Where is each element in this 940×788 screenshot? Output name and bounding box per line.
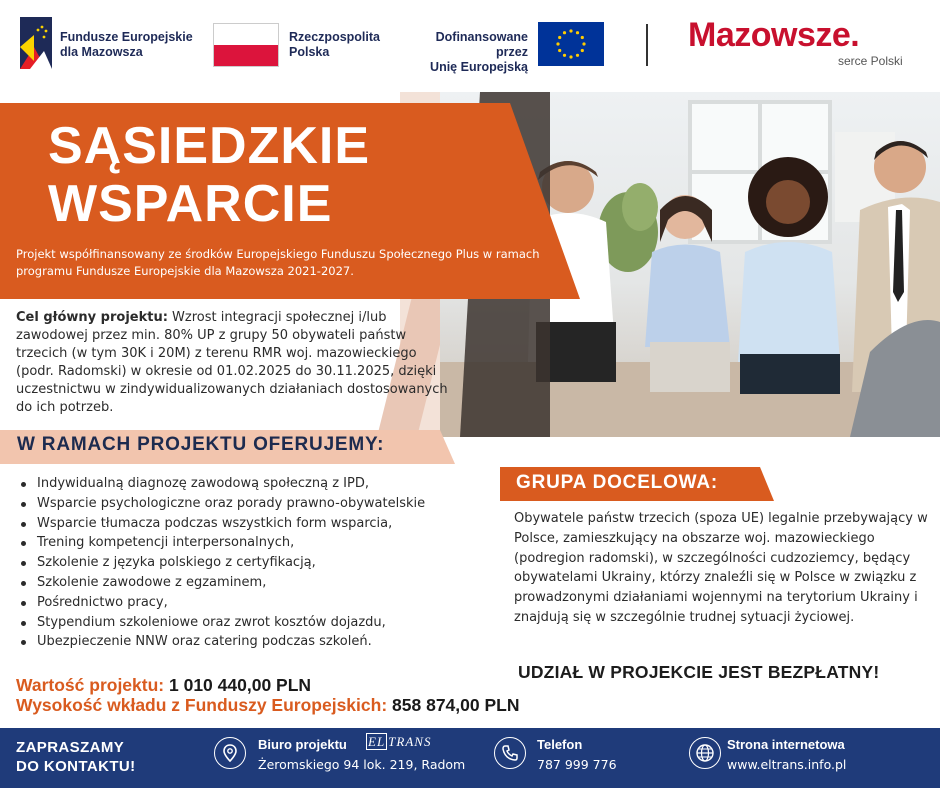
group-heading: GRUPA DOCELOWA:	[516, 472, 718, 493]
goal-label: Cel główny projektu:	[16, 310, 168, 325]
offer-item: Wsparcie tłumacza podczas wszystkich form wsparcia,	[20, 514, 500, 534]
banner-subtitle: Projekt współfinansowany ze środków Europejskiego Funduszu Społecznego Plus w ramach programu Fundusze Europejskie dla Mazowsza 2021-2027.	[16, 247, 540, 278]
rp-line1: Rzeczpospolita	[289, 30, 380, 44]
project-goal	[16, 309, 456, 417]
eltrans-logo-rest: TRANS	[388, 734, 432, 749]
poland-flag-icon	[213, 23, 279, 67]
globe-icon	[689, 737, 721, 769]
location-pin-icon	[214, 737, 246, 769]
group-description: Obywatele państw trzecich (spoza UE) legalnie przebywający w Polsce, zamieszkujący na obszarze woj. mazowieckiego (podregion radomski), w szczególności cudzoziemcy, będący obywatelami Ukrainy, którzy znaleźli się w Polsce w związku z prowadzonymi działaniami wojennymi na terytorium Ukrainy i znajdują się w szczególnie trudnej sytuacji życiowej.	[514, 511, 928, 625]
project-value-label: Wartość projektu:	[16, 675, 165, 695]
eltrans-logo-box: EL	[368, 734, 386, 749]
ue-line2: Unię Europejską	[430, 60, 528, 74]
eu-flag-icon	[538, 22, 604, 66]
cta-line-1: ZAPRASZAMY	[16, 739, 125, 756]
fundusze-logo-text	[60, 30, 193, 60]
offer-item: Indywidualną diagnozę zawodową społeczną z IPD,	[20, 474, 500, 494]
offer-heading: W RAMACH PROJEKTU OFERUJEMY:	[17, 434, 385, 455]
offer-item: Wsparcie psychologiczne oraz porady prawno-obywatelskie	[20, 494, 500, 514]
web-label: Strona internetowa	[727, 737, 845, 752]
fundusze-line2: dla Mazowsza	[60, 45, 143, 59]
project-value	[16, 675, 311, 696]
goal-text: Wzrost integracji społecznej i/lub zawodowej przez min. 80% UP z grupy 50 obywateli państw trzecich (w tym 30K i 20M) z terenu RMR woj. mazowieckiego (podr. Radomski) w okresie od 01.02.2025 do 30.11.2025, dzięki uczestnictwu w zindywidualizowanych działaniach dostosowanych do ich potrzeb.	[16, 310, 448, 415]
fundusze-line1: Fundusze Europejskie	[60, 30, 193, 44]
project-value-amount: 1 010 440,00 PLN	[169, 675, 312, 695]
eu-contribution-amount: 858 874,00 PLN	[392, 695, 520, 715]
title-line-1: SĄSIEDZKIE	[48, 117, 371, 175]
rp-logo-text	[289, 30, 380, 60]
rp-line2: Polska	[289, 45, 330, 59]
office-label: Biuro projektu	[258, 737, 347, 752]
cta-line-2: DO KONTAKTU!	[16, 758, 136, 775]
ue-logo-text	[404, 30, 528, 75]
phone-number[interactable]: 787 999 776	[537, 757, 617, 772]
fundusze-europejskie-logo-icon	[20, 17, 52, 69]
offer-item: Pośrednictwo pracy,	[20, 593, 500, 613]
phone-icon	[494, 737, 526, 769]
offer-list	[20, 474, 500, 652]
website-link[interactable]: www.eltrans.info.pl	[727, 757, 847, 772]
contact-cta	[16, 738, 136, 776]
offer-item: Szkolenie z języka polskiego z certyfikacją,	[20, 553, 500, 573]
eu-contribution-label: Wysokość wkładu z Funduszy Europejskich:	[16, 695, 388, 715]
logo-divider	[646, 24, 648, 66]
free-participation-note: UDZIAŁ W PROJEKCIE JEST BEZPŁATNY!	[518, 662, 880, 682]
offer-item: Szkolenie zawodowe z egzaminem,	[20, 573, 500, 593]
offer-item: Stypendium szkoleniowe oraz zwrot kosztów dojazdu,	[20, 613, 500, 633]
office-address: Żeromskiego 94 lok. 219, Radom	[258, 757, 466, 772]
mazowsze-logo: Mazowsze.	[688, 16, 860, 54]
mazowsze-tagline: serce Polski	[838, 54, 903, 68]
phone-label: Telefon	[537, 737, 583, 752]
offer-item: Trening kompetencji interpersonalnych,	[20, 533, 500, 553]
title-line-2: WSPARCIE	[48, 175, 333, 233]
ue-line1: Dofinansowane przez	[435, 30, 528, 59]
offer-item: Ubezpieczenie NNW oraz catering podczas szkoleń.	[20, 632, 500, 652]
eltrans-logo	[366, 734, 431, 750]
eu-contribution	[16, 695, 519, 716]
